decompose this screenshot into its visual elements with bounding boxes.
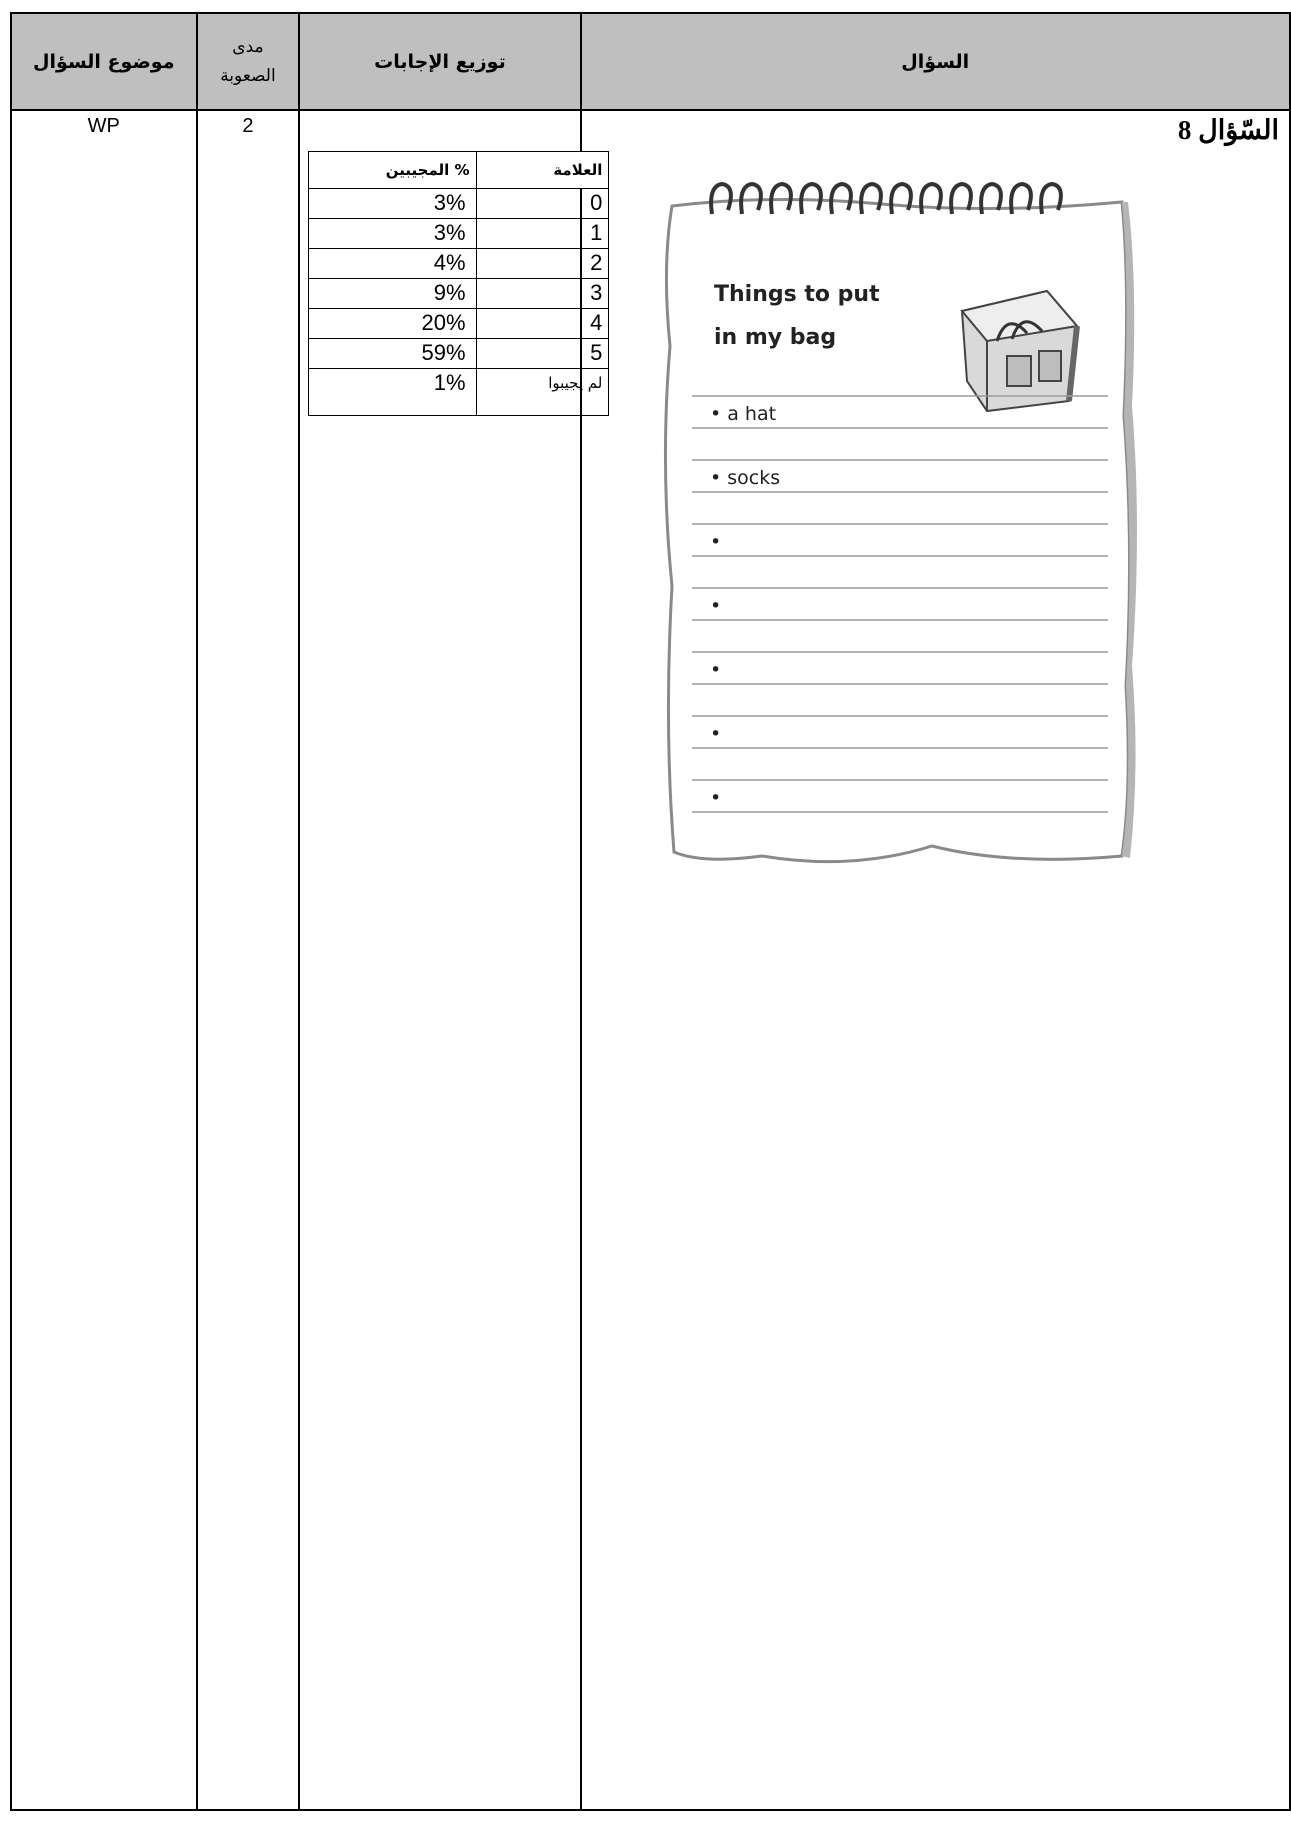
score-cell: 1 xyxy=(476,219,609,249)
score-cell: 2 xyxy=(476,249,609,279)
notebook-item: • socks xyxy=(709,467,780,489)
question-title: السّؤال 8 xyxy=(1177,115,1279,145)
score-cell: 5 xyxy=(476,339,609,369)
score-cell: 3 xyxy=(476,279,609,309)
notebook-title-line2: in my bag xyxy=(713,325,836,350)
score-cell: 4 xyxy=(476,309,609,339)
distribution-row xyxy=(309,219,609,249)
notebook-item: • xyxy=(709,531,721,553)
bag-icon xyxy=(962,291,1077,411)
percent-cell: 4% xyxy=(309,249,476,279)
distribution-header-percent: % المجيبين xyxy=(309,152,476,189)
distribution-row xyxy=(309,249,609,279)
header-difficulty xyxy=(197,13,300,110)
percent-cell: 59% xyxy=(309,339,476,369)
topic-cell: WP xyxy=(11,110,197,1810)
percent-cell: 9% xyxy=(309,279,476,309)
header-distribution: توزيع الإجابات xyxy=(299,13,580,110)
notebook-item: • xyxy=(709,659,721,681)
distribution-row xyxy=(309,279,609,309)
question-cell xyxy=(581,110,1290,1810)
difficulty-cell: 2 xyxy=(197,110,300,1810)
distribution-row xyxy=(309,309,609,339)
distribution-table xyxy=(308,151,609,416)
score-cell: 0 xyxy=(476,189,609,219)
percent-cell: 3% xyxy=(309,219,476,249)
distribution-row-no-answer xyxy=(309,369,609,416)
distribution-row xyxy=(309,339,609,369)
distribution-header-row xyxy=(309,152,609,189)
header-row xyxy=(11,13,1290,110)
percent-cell: 20% xyxy=(309,309,476,339)
header-question: السؤال xyxy=(581,13,1290,110)
question-row xyxy=(11,110,1290,1810)
distribution-header-score: العلامة xyxy=(476,152,609,189)
notebook-item: • xyxy=(709,595,721,617)
header-difficulty-line1: مدى xyxy=(232,36,264,57)
header-topic: موضوع السؤال xyxy=(11,13,197,110)
percent-cell: 3% xyxy=(309,189,476,219)
notebook-item: • xyxy=(709,787,721,809)
percent-cell: 1% xyxy=(309,369,476,416)
notebook-title-line1: Things to put xyxy=(713,282,880,307)
notebook-item: • a hat xyxy=(709,403,776,425)
results-table xyxy=(10,12,1291,1811)
notebook-item: • xyxy=(709,723,721,745)
notebook-illustration xyxy=(652,166,1142,886)
distribution-row xyxy=(309,189,609,219)
header-difficulty-line2: الصعوبة xyxy=(220,65,276,86)
no-answer-label: لم يجيبوا xyxy=(476,369,609,416)
distribution-cell xyxy=(299,110,603,1810)
